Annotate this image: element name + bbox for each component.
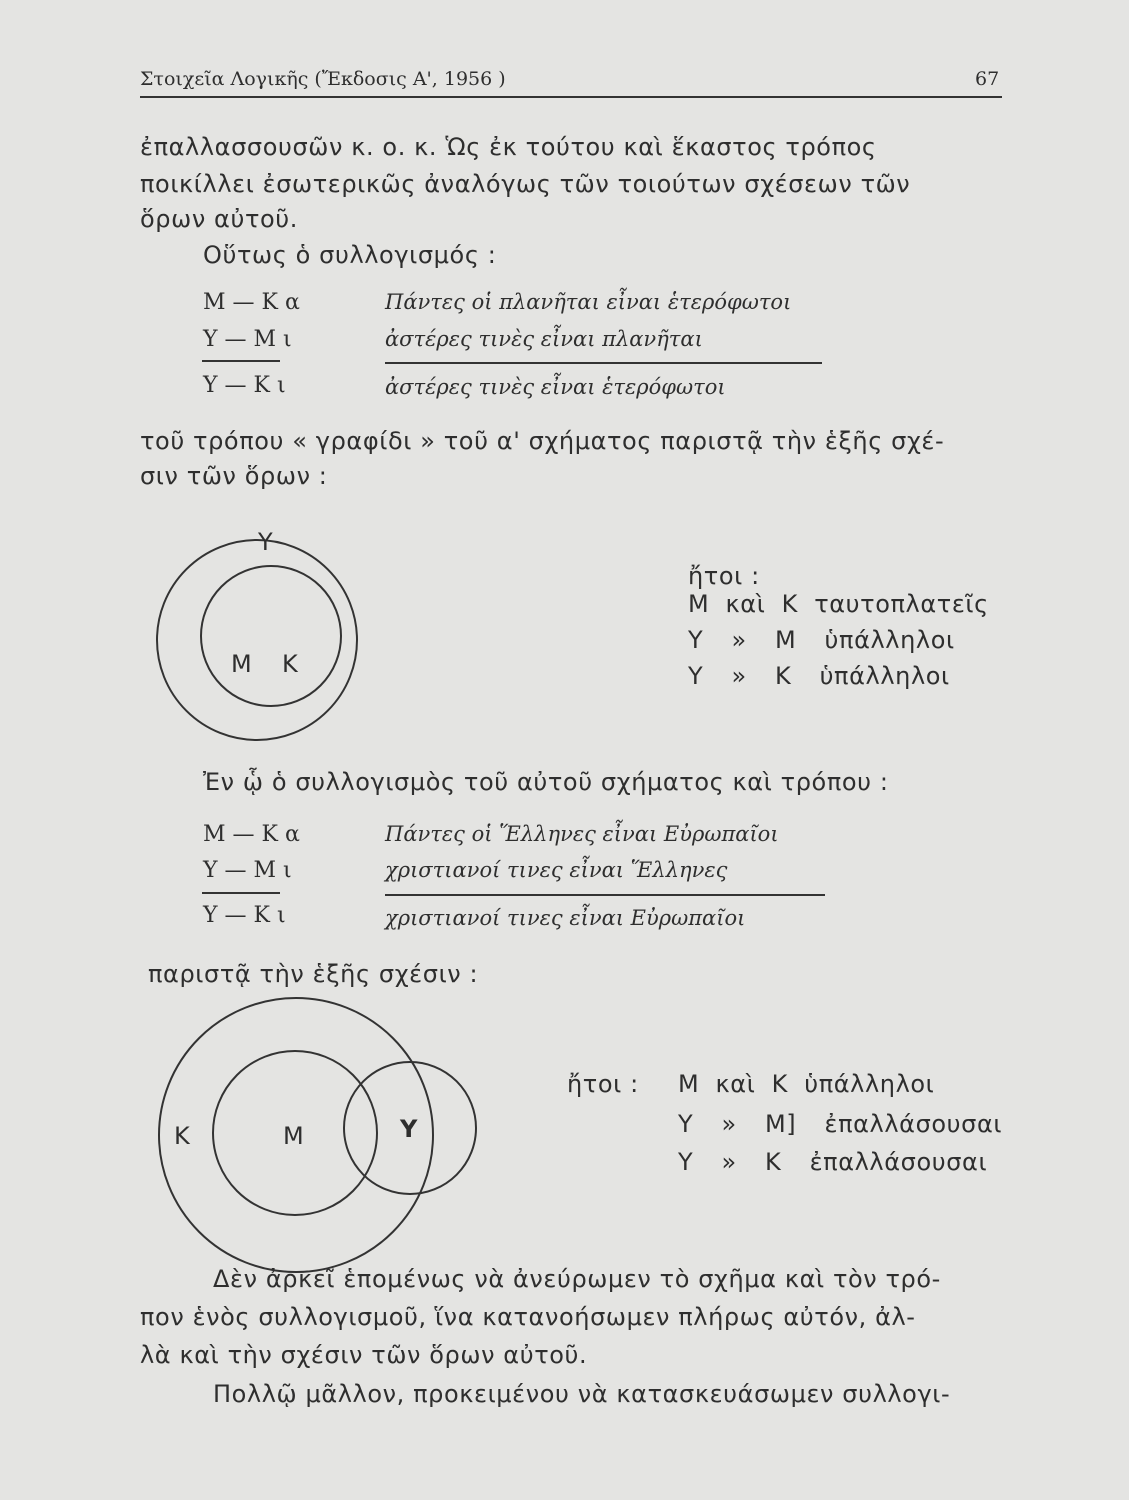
diagram2-label-k: K [174, 1122, 191, 1150]
syllogism2-conclusion-symbol: Y — K ι [203, 903, 286, 928]
text-line: Ἐν ᾧ ὁ συλλογισμὸς τοῦ αὐτοῦ σχήματος καὶ τρόπου : [203, 768, 889, 796]
diagram1-label-m: M [231, 650, 253, 678]
text-line: παριστᾷ τὴν ἑξῆς σχέσιν : [148, 960, 479, 988]
diagram2-label-m: M [283, 1122, 305, 1150]
diagram1-hetoi: ἤτοι : [688, 562, 760, 590]
circle-m-k [201, 566, 341, 706]
text-line: πον ἑνὸς συλλογισμοῦ, ἵνα κατανοήσωμεν πλήρως αὐτόν, ἀλ- [140, 1303, 916, 1331]
page-number: 67 [975, 68, 1000, 90]
diagram1-label-y: Y [258, 528, 274, 556]
diagram2-relation: M καὶ K ὑπάλληλοι [678, 1070, 935, 1098]
syllogism2-sentence-rule [385, 894, 825, 896]
running-header-title: Στοιχεῖα Λογικῆς (Ἔκδοσις Α', 1956 ) [140, 68, 506, 90]
text-line: Δὲν ἀρκεῖ ἑπομένως νὰ ἀνεύρωμεν τὸ σχῆμα καὶ τὸν τρό- [213, 1265, 941, 1293]
diagram2-label-y: Y [400, 1115, 418, 1143]
syllogism2-minor: χριστιανοί τινες εἶναι Ἕλληνες [385, 858, 728, 882]
diagram2-hetoi: ἤτοι : [567, 1070, 639, 1098]
syllogism1-major-symbol: M — K α [203, 290, 300, 315]
text-line: ὅρων αὐτοῦ. [140, 205, 299, 233]
text-line: ποικίλλει ἐσωτερικῶς ἀναλόγως τῶν τοιούτων σχέσεων τῶν [140, 170, 911, 198]
syllogism1-major: Πάντες οἱ πλανῆται εἶναι ἑτερόφωτοι [385, 290, 792, 314]
circle-y-outer [157, 540, 357, 740]
syllogism1-minor: ἀστέρες τινὲς εἶναι πλανῆται [385, 327, 703, 351]
text-line: τοῦ τρόπου « γραφίδι » τοῦ α' σχήματος παριστᾷ τὴν ἑξῆς σχέ- [140, 427, 945, 455]
diagram1-relation: M καὶ K ταυτοπλατεῖς [688, 590, 989, 618]
syllogism2-major-symbol: M — K α [203, 822, 300, 847]
text-line: ἐπαλλασσουσῶν κ. ο. κ. Ὡς ἐκ τούτου καὶ ἕκαστος τρόπος [140, 133, 877, 161]
syllogism2-conclusion: χριστιανοί τινες εἶναι Εὐρωπαῖοι [385, 906, 746, 930]
text-line: λὰ καὶ τὴν σχέσιν τῶν ὅρων αὐτοῦ. [140, 1341, 588, 1369]
text-line: Πολλῷ μᾶλλον, προκειμένου νὰ κατασκευάσωμεν συλλογι- [213, 1380, 951, 1408]
diagram1-relation: Y » M ὑπάλληλοι [688, 626, 955, 654]
diagram2-relation: Y » K ἐπαλλάσουσαι [678, 1148, 988, 1176]
syllogism1-conclusion: ἀστέρες τινὲς εἶναι ἑτερόφωτοι [385, 375, 726, 399]
diagram1-relation: Y » K ὑπάλληλοι [688, 662, 950, 690]
text-line: σιν τῶν ὅρων : [140, 462, 328, 490]
syllogism2-minor-symbol: Y — M ι [203, 858, 292, 883]
diagram2-relation: Y » M] ἐπαλλάσουσαι [678, 1110, 1003, 1138]
diagram1-label-k: K [282, 650, 299, 678]
syllogism1-conclusion-symbol: Y — K ι [203, 373, 286, 398]
syllogism1-minor-symbol: Y — M ι [203, 327, 292, 352]
syllogism2-major: Πάντες οἱ Ἕλληνες εἶναι Εὐρωπαῖοι [385, 822, 779, 846]
syllogism2-symbol-rule [202, 892, 280, 894]
text-line: Οὕτως ὁ συλλογισμός : [203, 241, 497, 269]
